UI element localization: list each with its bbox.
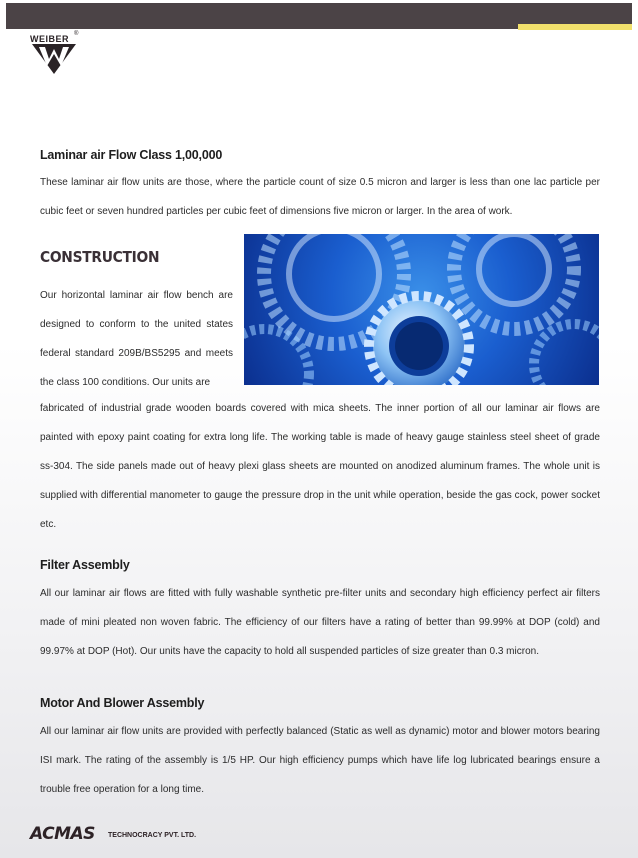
header-accent-bar [518, 24, 632, 30]
filter-heading: Filter Assembly [40, 558, 130, 572]
motor-paragraph: All our laminar air flow units are provided with perfectly balanced (Static as well as dynamic) motor and blower motors bearing ISI mark. The rating of the assembly is 1/5 HP. Our high efficiency pumps which have life log lubricated bearings ensure a trouble free operation for a long time. [40, 726, 600, 795]
company-name: TECHNOCRACY PVT. LTD. [108, 832, 197, 839]
laminar-heading: Laminar air Flow Class 1,00,000 [40, 148, 223, 162]
motor-heading: Motor And Blower Assembly [40, 696, 205, 710]
w-emblem-icon [32, 44, 76, 74]
gears-photo [244, 234, 599, 385]
laminar-paragraph: These laminar air flow units are those, where the particle count of size 0.5 micron and larger is less than one lac particle per cubic feet or seven hundred particles per cubic feet of dimensions five micron or larger. In the area of work. [40, 177, 600, 217]
filter-paragraph: All our laminar air flows are fitted with fully washable synthetic pre-filter units and secondary high efficiency perfect air filters made of mini pleated non woven fabric. The efficiency of our filters have a rating of better than 99.99% at DOP (cold) and 99.97% at DOP (Hot). Our units have the capacity to hold all suspended particles of size greater than 0.3 micron. [40, 588, 600, 657]
weiber-logo [30, 31, 82, 76]
construction-heading: CONSTRUCTION [40, 248, 160, 266]
construction-paragraph: fabricated of industrial grade wooden boards covered with mica sheets. The inner portion of all our laminar air flows are painted with epoxy paint coating for extra long life. The working table is made of heavy gauge stainless steel sheet of grade ss-304. The side panels made out of heavy plexi glass sheets are mounted on anodized aluminum frames. The whole unit is supplied with differential manometer to gauge the pressure drop in the unit while operation, beside the gas cock, power socket etc. [40, 403, 600, 530]
gears-illustration [244, 234, 599, 385]
acmas-wordmark: ACMAS [30, 824, 95, 844]
construction-intro: Our horizontal laminar air flow bench are designed to conform to the united states federal standard 209B/BS5295 and meets the class 100 conditions. Our units are [40, 290, 233, 388]
registered-mark: ® [74, 31, 79, 37]
logo-text: WEIBER [30, 34, 69, 44]
